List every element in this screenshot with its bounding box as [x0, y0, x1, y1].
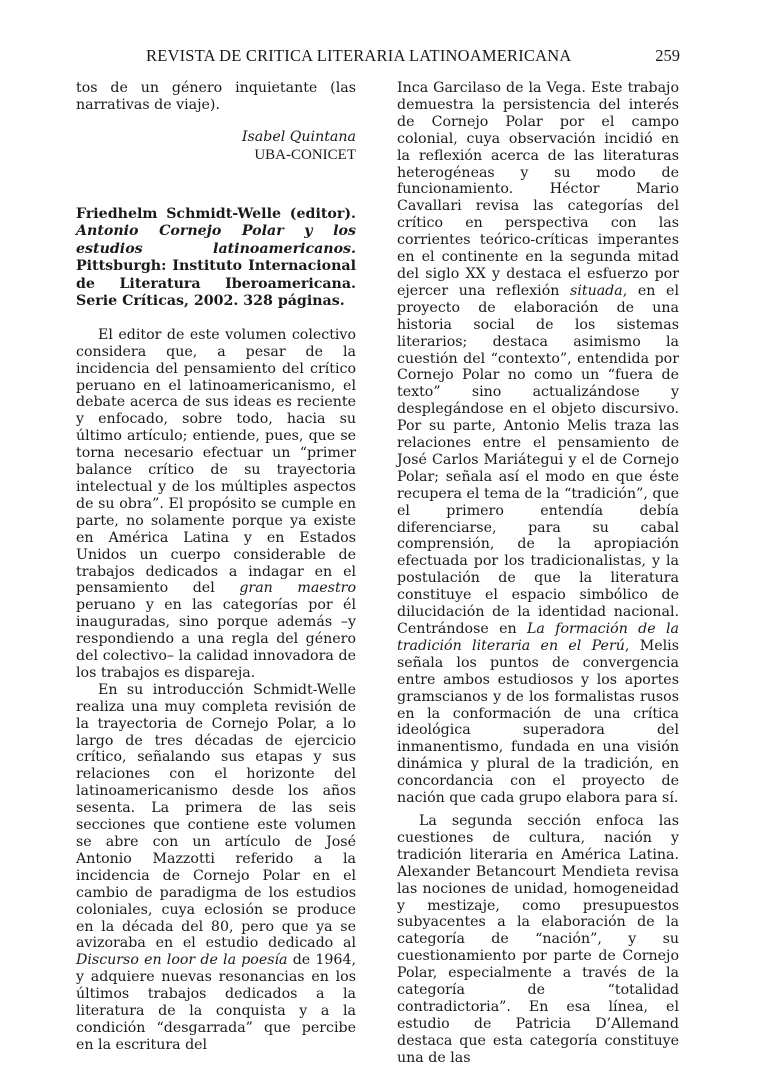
bib-title: Antonio Cornejo Polar y los estudios latinoamericanos.: [76, 223, 356, 257]
left-column: [76, 80, 356, 1054]
bib-publication: Pittsburgh: Instituto Internacional de Literatura Iberoamericana. Serie Críticas, 2002. 328 páginas.: [76, 258, 356, 310]
emphasis-text: situada: [570, 282, 623, 299]
reviewer-affiliation: UBA-CONICET: [254, 146, 356, 163]
running-title: REVISTA DE CRITICA LITERARIA LATINOAMERICANA: [146, 46, 572, 65]
body-paragraph: En su introducción Schmidt-Welle realiza una muy completa revisión de la trayectoria de Cornejo Polar, a lo largo de tres décadas de ejercicio crítico, señalando sus etapas y sus relaciones con el horizonte del latinoamericanismo desde los años sesenta. La primera de las seis secciones que contiene este volumen se abre con un artículo de José Antonio Mazzotti referido a la incidencia de Cornejo Polar en el cambio de paradigma de los estudios coloniales, cuya eclosión se produce en la década del 80, pero que ya se avizoraba en el estudio dedicado al Discurso en loor de la poesía de 1964, y adquiere nuevas resonancias en los últimos trabajos dedicados a la literatura de la conquista y a la condición “desgarrada” que percibe en la escritura del: [76, 681, 356, 1053]
reviewer-name: Isabel Quintana: [241, 128, 356, 145]
body-paragraph: La segunda sección enfoca las cuestiones de cultura, nación y tradición literaria en América Latina. Alexander Betancourt Mendieta revisa las nociones de unidad, homogeneidad y mestizaje, como presupuestos subyacentes a la elaboración de la categoría de “nación”, y su cuestionamiento por parte de Cornejo Polar, especialmente a través de la categoría de “totalidad contradictoria”. En esa línea, el estudio de Patricia D’Allemand destaca que esta categoría constituye una de las: [397, 812, 679, 1066]
book-title: La formación de la tradición literaria en el Perú: [397, 621, 679, 654]
page-header: [76, 46, 682, 70]
right-column: [397, 80, 679, 1067]
body-paragraph: El editor de este volumen colectivo considera que, a pesar de la incidencia del pensamiento del crítico peruano en el latinoamericanismo, el debate acerca de sus ideas es reciente y enfocado, sobre todo, hacia su último artículo; entiende, pues, que se torna necesario efectuar un “primer balance crítico de su trayectoria intelectual y de los múltiples aspectos de su obra”. El propósito se cumple en parte, no solamente porque ya existe en América Latina y en Estados Unidos un cuerpo considerable de trabajos dedicados a indagar en el pensamiento del gran maestro peruano y en las categorías por él inauguradas, sino porque además –y respondiendo a una regla del género del colectivo– la calidad innovadora de los trabajos es dispareja.: [76, 326, 356, 681]
review-signature: [76, 128, 356, 164]
emphasis-text: gran maestro: [239, 580, 356, 597]
body-paragraph-continued: Inca Garcilaso de la Vega. Este trabajo demuestra la persistencia del interés de Cornejo Polar por el campo colonial, cuya observación incidió en la reflexión acerca de las literaturas heterogéneas y su modo de funcionamiento. Héctor Mario Cavallari revisa las categorías del crítico en perspectiva con las corrientes teórico-críticas imperantes en el continente en la segunda mitad del siglo XX y destaca el esfuerzo por ejercer una reflexión situada, en el proyecto de elaboración de una historia social de los sistemas literarios; destaca asimismo la cuestión del “contexto”, entendida por Cornejo Polar no como un “fuera de texto” sino actualizándose y desplegándose en el objeto discursivo. Por su parte, Antonio Melis traza las relaciones entre el pensamiento de José Carlos Mariátegui y el de Cornejo Polar; señala así el modo en que éste recupera el tema de la “tradición”, que el primero entendía debía diferenciarse, para su cabal comprensión, de la apropiación efectuada por los tradicionalistas, y la postulación de que la literatura constituye el espacio simbólico de dilucidación de la identidad nacional. Centrándose en La formación de la tradición literaria en el Perú, Melis señala los puntos de convergencia entre ambos estudiosos y los aportes gramscianos y de los formalistas rusos en la conformación de una crítica ideológica superadora del inmanentismo, fundada en una visión dinámica y plural de la tradición, en concordancia con el proyecto de nación que cada grupo elabora para sí.: [397, 80, 679, 807]
page-number: 259: [655, 46, 680, 65]
intro-fragment: tos de un género inquietante (las narrativas de viaje).: [76, 80, 356, 113]
bib-editor: Friedhelm Schmidt-Welle (editor).: [76, 205, 356, 222]
book-title: Discurso en loor de la poesía: [76, 952, 288, 969]
bibliographic-entry: [76, 206, 356, 311]
